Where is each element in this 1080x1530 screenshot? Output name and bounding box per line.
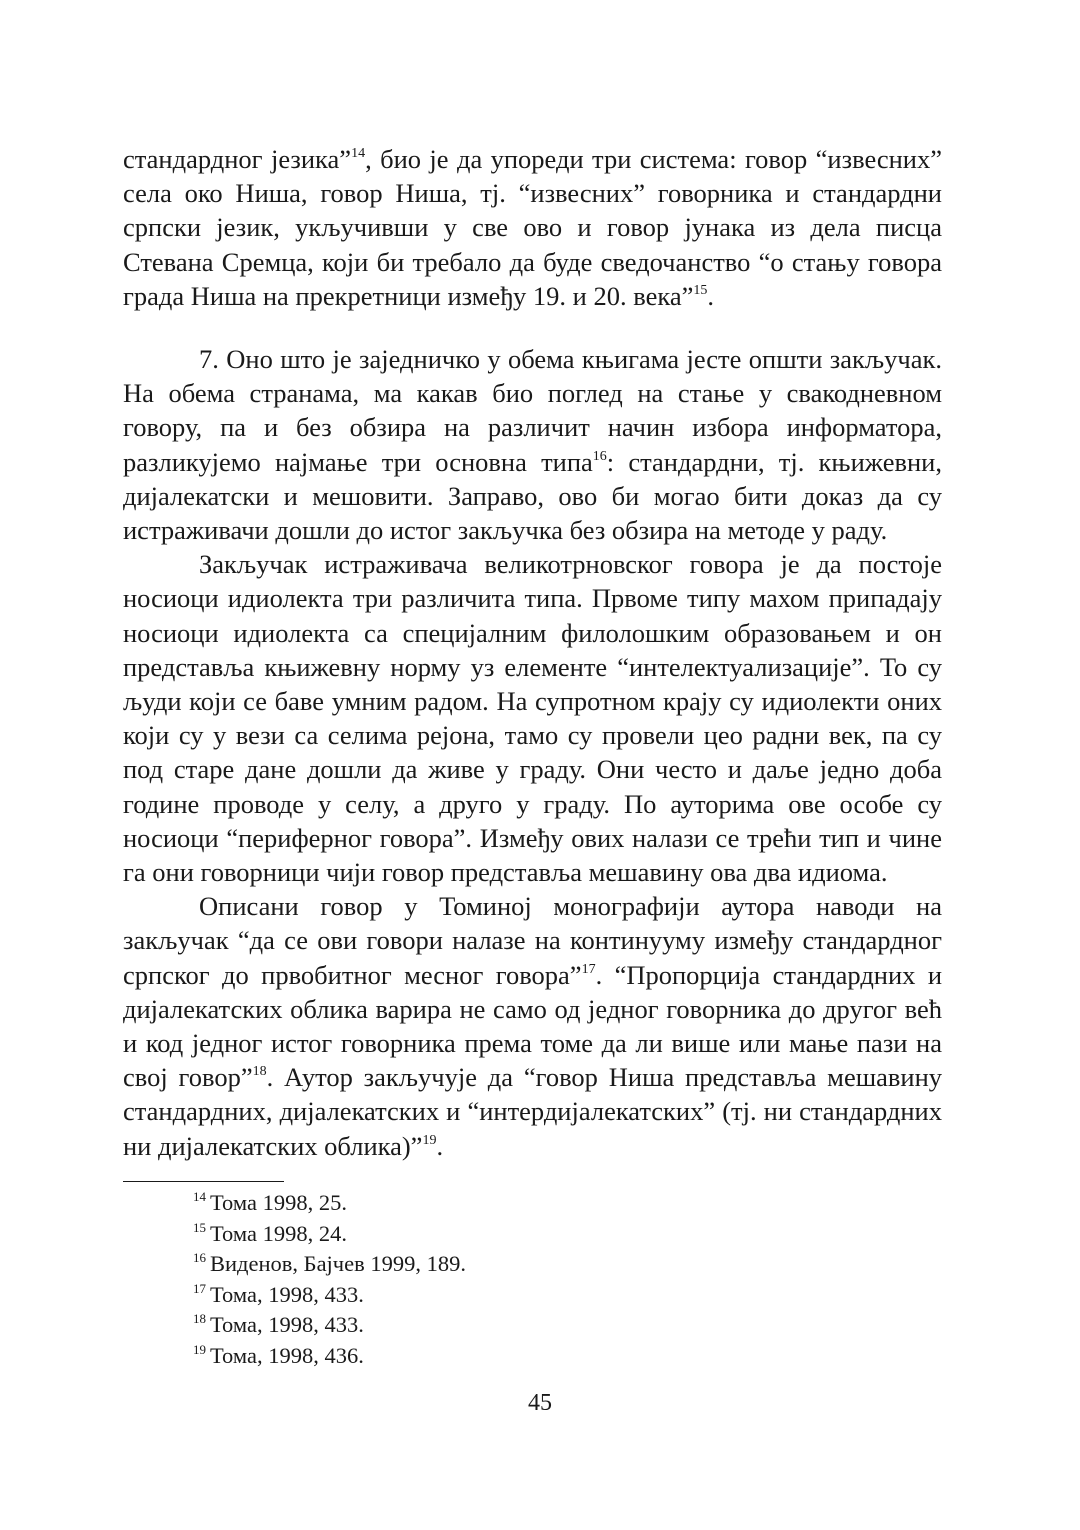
footnote-number: 19 <box>193 1341 206 1357</box>
footnote-text: Тома 1998, 25. <box>210 1190 347 1215</box>
footnote-number: 15 <box>193 1219 206 1235</box>
footnote-text: Тома 1998, 24. <box>210 1220 347 1246</box>
footnote-item <box>193 1219 893 1250</box>
paragraph-2-text-a: 7. Оно што је заједничко у обема књигама јесте општи закључак. На обема странама, ма какав био поглед на стање у свакодневном говору, па и без обзира на различит начин избора информатора, разликујемо најмање три основна типа <box>123 344 942 477</box>
paragraph-4-text-b: . “Пропорција стандардних и дијалекатских облика варира не само од једног говорника до другог већ и код једног истог говорника према томе да ли више или мање пази на свој говор” <box>123 959 943 1093</box>
footnote-item <box>193 1188 893 1219</box>
paragraph-4 <box>123 889 942 1163</box>
paragraph-3 <box>123 547 942 889</box>
footnote-item <box>193 1280 893 1311</box>
footnote-text: Тома, 1998, 433. <box>210 1312 364 1337</box>
footnote-item <box>193 1249 893 1280</box>
paragraph-2-text-b: : стандардни, тј. књижевни, дијалекатски и мешовити. Заправо, ово би могао бити доказ да су истраживачи дошли до истог закључка без обзира на методе у раду. <box>123 446 942 546</box>
body-text-continuation <box>123 142 942 313</box>
footnote-item <box>193 1341 893 1372</box>
paragraph-3-text: Закључак истраживача великотрновског говора је да постоје носиоци идиолекта три различита типа. Првоме типу махом припадају носиоци идиолекта са специјалним филолошким образовањем и он представља књижевну норму уз елементе “интелектуализације”. То су људи који се баве умним радом. На супротном крају су идиолекти оних који су у вези са селима рејона, тамо су провели цео радни век, па су под старе дане дошли да живе у граду. Они често и даље једно доба године проводе у селу, а друго у граду. По ауторима ове особе су носиоци “периферног говора”. Између ових налази се трећи тип и чине га они говорници чији говор представља мешавину ова два идиома. <box>123 549 942 888</box>
footnote-number: 17 <box>193 1280 206 1296</box>
footnote-ref-16[interactable]: 16 <box>592 448 607 464</box>
paragraph-4-text-d: . <box>436 1130 444 1161</box>
paragraph-1-text-b: , био је да упореди три система: говор “извесних” села око Ниша, говор Ниша, тј. “извесних” говорника и стандардни српски језик, укључивши у све ово и говор јунака из дела писца Стевана Сремца, који би требало да буде сведочанство “о стању говора града Ниша на прекретници између 19. и 20. века” <box>123 144 943 311</box>
footnote-text: Тома, 1998, 436. <box>210 1342 364 1368</box>
paragraph-4-text-c: . Аутор закључује да “говор Ниша представља мешавину стандардних, дијалекатских и “интердијалекатских” (тј. ни стандардних ни дијалекатских облика)” <box>123 1062 943 1161</box>
footnote-number: 18 <box>193 1311 206 1326</box>
footnote-ref-15[interactable]: 15 <box>693 282 708 298</box>
footnote-text: Виденов, Бајчев 1999, 189. <box>210 1251 466 1276</box>
paragraph-2 <box>123 342 942 547</box>
footnote-item <box>193 1310 893 1341</box>
footnote-ref-14[interactable]: 14 <box>351 146 366 161</box>
footnote-ref-18[interactable]: 18 <box>252 1064 267 1080</box>
paragraph-1 <box>123 142 942 313</box>
footnote-text: Тома, 1998, 433. <box>210 1281 364 1307</box>
paragraph-1-text-c: . <box>707 280 714 311</box>
page-number: 45 <box>528 1390 552 1416</box>
footnote-ref-17[interactable]: 17 <box>581 961 596 977</box>
footnote-ref-19[interactable]: 19 <box>422 1132 437 1148</box>
footnote-divider <box>123 1181 284 1182</box>
body-text-section-7 <box>123 342 942 1163</box>
footnote-number: 16 <box>193 1250 206 1265</box>
paragraph-1-text-a: стандардног језика” <box>123 144 352 174</box>
paragraph-4-text-a: Описани говор у Томиној монографији аутора наводи на закључак “да се ови говори налазе на континууму између стандардног српског до првобитног месног говора” <box>123 891 942 990</box>
footnotes-list <box>193 1188 893 1371</box>
footnote-number: 14 <box>193 1189 206 1204</box>
